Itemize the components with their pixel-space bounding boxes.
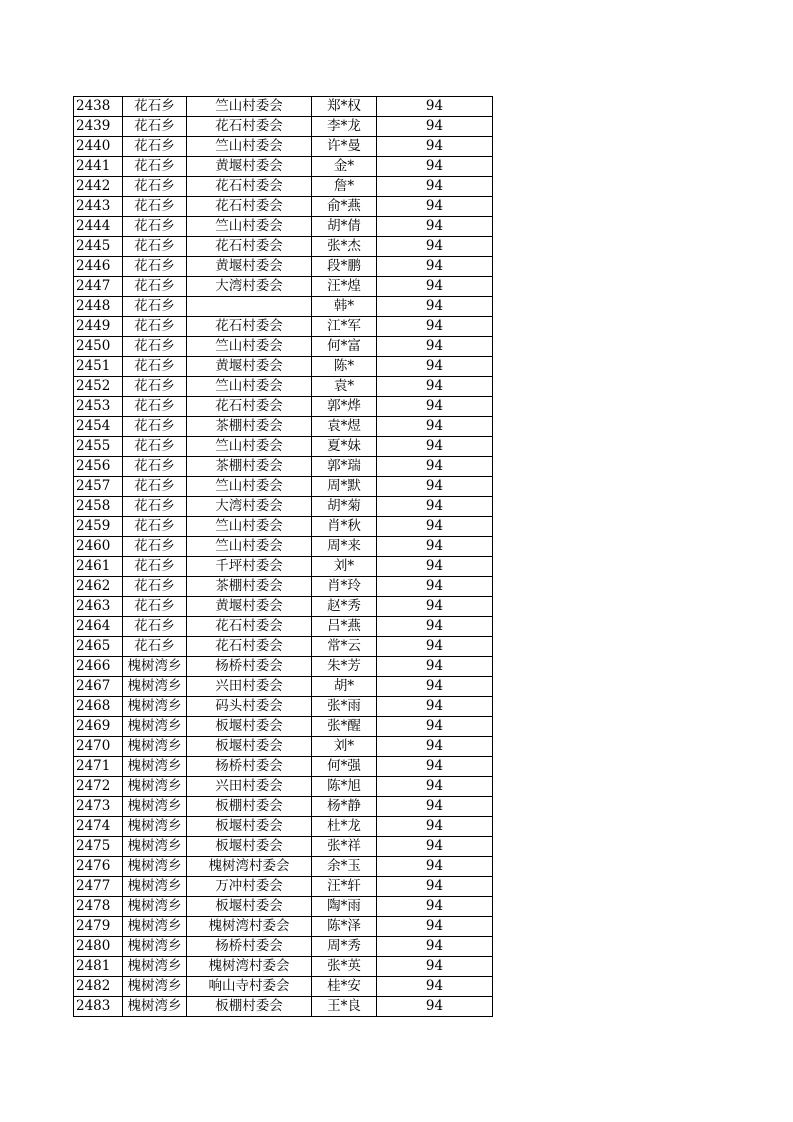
- table-row: [74, 157, 493, 177]
- table-row: [74, 437, 493, 457]
- score-cell: 94: [377, 777, 493, 797]
- score-cell: 94: [377, 657, 493, 677]
- row-number-cell: 2475: [74, 837, 123, 857]
- table-row: [74, 857, 493, 877]
- table-row: [74, 897, 493, 917]
- table-row: [74, 417, 493, 437]
- person-name-cell: 俞*燕: [312, 197, 377, 217]
- village-committee-cell: 花石村委会: [187, 317, 312, 337]
- village-committee-cell: 万冲村委会: [187, 877, 312, 897]
- score-cell: 94: [377, 877, 493, 897]
- row-number-cell: 2444: [74, 217, 123, 237]
- table-row: [74, 337, 493, 357]
- row-number-cell: 2469: [74, 717, 123, 737]
- score-cell: 94: [377, 597, 493, 617]
- person-name-cell: 郭*瑞: [312, 457, 377, 477]
- township-cell: 花石乡: [123, 477, 187, 497]
- table-row: [74, 177, 493, 197]
- village-committee-cell: 杨桥村委会: [187, 757, 312, 777]
- village-committee-cell: 槐树湾村委会: [187, 957, 312, 977]
- township-cell: 花石乡: [123, 237, 187, 257]
- township-cell: 槐树湾乡: [123, 837, 187, 857]
- score-cell: 94: [377, 637, 493, 657]
- person-name-cell: 夏*妹: [312, 437, 377, 457]
- person-name-cell: 刘*: [312, 557, 377, 577]
- person-name-cell: 袁*煜: [312, 417, 377, 437]
- township-cell: 花石乡: [123, 557, 187, 577]
- row-number-cell: 2480: [74, 937, 123, 957]
- township-cell: 槐树湾乡: [123, 917, 187, 937]
- row-number-cell: 2474: [74, 817, 123, 837]
- row-number-cell: 2467: [74, 677, 123, 697]
- township-cell: 槐树湾乡: [123, 977, 187, 997]
- township-cell: 槐树湾乡: [123, 657, 187, 677]
- person-name-cell: 江*军: [312, 317, 377, 337]
- score-cell: 94: [377, 277, 493, 297]
- table-row: [74, 557, 493, 577]
- row-number-cell: 2450: [74, 337, 123, 357]
- score-cell: 94: [377, 717, 493, 737]
- village-committee-cell: 兴田村委会: [187, 777, 312, 797]
- village-committee-cell: 花石村委会: [187, 117, 312, 137]
- township-cell: 花石乡: [123, 337, 187, 357]
- score-cell: 94: [377, 237, 493, 257]
- person-name-cell: 李*龙: [312, 117, 377, 137]
- person-name-cell: 吕*燕: [312, 617, 377, 637]
- village-committee-cell: 槐树湾村委会: [187, 857, 312, 877]
- person-name-cell: 张*祥: [312, 837, 377, 857]
- table-row: [74, 297, 493, 317]
- township-cell: 花石乡: [123, 637, 187, 657]
- row-number-cell: 2481: [74, 957, 123, 977]
- table-row: [74, 717, 493, 737]
- row-number-cell: 2473: [74, 797, 123, 817]
- table-row: [74, 237, 493, 257]
- table-row: [74, 697, 493, 717]
- table-row: [74, 257, 493, 277]
- row-number-cell: 2468: [74, 697, 123, 717]
- village-committee-cell: 竺山村委会: [187, 97, 312, 117]
- village-committee-cell: 板棚村委会: [187, 797, 312, 817]
- score-cell: 94: [377, 997, 493, 1017]
- township-cell: 花石乡: [123, 297, 187, 317]
- village-committee-cell: 板堰村委会: [187, 737, 312, 757]
- village-committee-cell: 花石村委会: [187, 397, 312, 417]
- score-cell: 94: [377, 217, 493, 237]
- village-committee-cell: 杨桥村委会: [187, 937, 312, 957]
- score-cell: 94: [377, 977, 493, 997]
- score-cell: 94: [377, 937, 493, 957]
- village-committee-cell: 竺山村委会: [187, 337, 312, 357]
- table-row: [74, 957, 493, 977]
- score-cell: 94: [377, 457, 493, 477]
- row-number-cell: 2451: [74, 357, 123, 377]
- person-name-cell: 胡*菊: [312, 497, 377, 517]
- village-committee-cell: 兴田村委会: [187, 677, 312, 697]
- person-name-cell: 周*来: [312, 537, 377, 557]
- table-row: [74, 517, 493, 537]
- row-number-cell: 2466: [74, 657, 123, 677]
- score-cell: 94: [377, 377, 493, 397]
- township-cell: 花石乡: [123, 497, 187, 517]
- person-name-cell: 张*英: [312, 957, 377, 977]
- person-name-cell: 朱*芳: [312, 657, 377, 677]
- row-number-cell: 2465: [74, 637, 123, 657]
- person-name-cell: 许*曼: [312, 137, 377, 157]
- township-cell: 槐树湾乡: [123, 897, 187, 917]
- row-number-cell: 2438: [74, 97, 123, 117]
- township-cell: 槐树湾乡: [123, 717, 187, 737]
- village-committee-cell: 花石村委会: [187, 637, 312, 657]
- score-cell: 94: [377, 297, 493, 317]
- row-number-cell: 2470: [74, 737, 123, 757]
- table-row: [74, 97, 493, 117]
- township-cell: 花石乡: [123, 217, 187, 237]
- score-cell: 94: [377, 417, 493, 437]
- village-committee-cell: 花石村委会: [187, 617, 312, 637]
- row-number-cell: 2456: [74, 457, 123, 477]
- table-row: [74, 877, 493, 897]
- row-number-cell: 2458: [74, 497, 123, 517]
- village-committee-cell: 竺山村委会: [187, 477, 312, 497]
- score-cell: 94: [377, 897, 493, 917]
- score-cell: 94: [377, 437, 493, 457]
- table-row: [74, 757, 493, 777]
- village-committee-cell: 板堰村委会: [187, 897, 312, 917]
- table-row: [74, 657, 493, 677]
- row-number-cell: 2457: [74, 477, 123, 497]
- table-row: [74, 477, 493, 497]
- village-committee-cell: 板堰村委会: [187, 717, 312, 737]
- village-committee-cell: 黄堰村委会: [187, 597, 312, 617]
- village-committee-cell: 竺山村委会: [187, 437, 312, 457]
- row-number-cell: 2440: [74, 137, 123, 157]
- person-name-cell: 郭*烨: [312, 397, 377, 417]
- row-number-cell: 2463: [74, 597, 123, 617]
- table-row: [74, 997, 493, 1017]
- township-cell: 槐树湾乡: [123, 857, 187, 877]
- village-committee-cell: 竺山村委会: [187, 217, 312, 237]
- table-row: [74, 597, 493, 617]
- person-name-cell: 常*云: [312, 637, 377, 657]
- row-number-cell: 2447: [74, 277, 123, 297]
- village-committee-cell: 竺山村委会: [187, 517, 312, 537]
- score-cell: 94: [377, 617, 493, 637]
- township-cell: 花石乡: [123, 97, 187, 117]
- score-cell: 94: [377, 917, 493, 937]
- township-cell: 槐树湾乡: [123, 777, 187, 797]
- table-row: [74, 917, 493, 937]
- table-row: [74, 737, 493, 757]
- person-name-cell: 胡*: [312, 677, 377, 697]
- township-cell: 花石乡: [123, 157, 187, 177]
- score-cell: 94: [377, 357, 493, 377]
- score-cell: 94: [377, 397, 493, 417]
- row-number-cell: 2448: [74, 297, 123, 317]
- row-number-cell: 2478: [74, 897, 123, 917]
- township-cell: 槐树湾乡: [123, 737, 187, 757]
- row-number-cell: 2442: [74, 177, 123, 197]
- row-number-cell: 2446: [74, 257, 123, 277]
- table-row: [74, 457, 493, 477]
- person-name-cell: 桂*安: [312, 977, 377, 997]
- village-committee-cell: 板堰村委会: [187, 817, 312, 837]
- row-number-cell: 2453: [74, 397, 123, 417]
- township-cell: 花石乡: [123, 597, 187, 617]
- township-cell: 槐树湾乡: [123, 937, 187, 957]
- score-cell: 94: [377, 677, 493, 697]
- row-number-cell: 2449: [74, 317, 123, 337]
- township-cell: 槐树湾乡: [123, 797, 187, 817]
- village-committee-cell: 花石村委会: [187, 197, 312, 217]
- person-name-cell: 杜*龙: [312, 817, 377, 837]
- village-committee-cell: 码头村委会: [187, 697, 312, 717]
- township-cell: 花石乡: [123, 357, 187, 377]
- table-row: [74, 497, 493, 517]
- row-number-cell: 2445: [74, 237, 123, 257]
- row-number-cell: 2483: [74, 997, 123, 1017]
- township-cell: 花石乡: [123, 197, 187, 217]
- person-name-cell: 肖*秋: [312, 517, 377, 537]
- township-cell: 花石乡: [123, 537, 187, 557]
- township-cell: 花石乡: [123, 257, 187, 277]
- township-cell: 花石乡: [123, 577, 187, 597]
- score-cell: 94: [377, 817, 493, 837]
- score-cell: 94: [377, 557, 493, 577]
- person-name-cell: 周*默: [312, 477, 377, 497]
- village-committee-cell: 茶棚村委会: [187, 417, 312, 437]
- score-cell: 94: [377, 137, 493, 157]
- score-cell: 94: [377, 797, 493, 817]
- table-row: [74, 277, 493, 297]
- row-number-cell: 2477: [74, 877, 123, 897]
- table-row: [74, 117, 493, 137]
- village-committee-cell: 黄堰村委会: [187, 157, 312, 177]
- row-number-cell: 2454: [74, 417, 123, 437]
- township-cell: 花石乡: [123, 317, 187, 337]
- person-name-cell: 陶*雨: [312, 897, 377, 917]
- township-cell: 槐树湾乡: [123, 997, 187, 1017]
- person-name-cell: 何*富: [312, 337, 377, 357]
- village-committee-cell: 槐树湾村委会: [187, 917, 312, 937]
- person-name-cell: 陈*: [312, 357, 377, 377]
- score-cell: 94: [377, 537, 493, 557]
- person-name-cell: 周*秀: [312, 937, 377, 957]
- township-cell: 花石乡: [123, 437, 187, 457]
- township-cell: 花石乡: [123, 397, 187, 417]
- row-number-cell: 2472: [74, 777, 123, 797]
- score-cell: 94: [377, 477, 493, 497]
- table-row: [74, 777, 493, 797]
- score-cell: 94: [377, 257, 493, 277]
- table-row: [74, 317, 493, 337]
- township-cell: 槐树湾乡: [123, 957, 187, 977]
- village-committee-cell: 板棚村委会: [187, 997, 312, 1017]
- score-cell: 94: [377, 97, 493, 117]
- score-cell: 94: [377, 697, 493, 717]
- person-name-cell: 张*醒: [312, 717, 377, 737]
- person-name-cell: 陈*旭: [312, 777, 377, 797]
- score-cell: 94: [377, 517, 493, 537]
- row-number-cell: 2460: [74, 537, 123, 557]
- table-row: [74, 677, 493, 697]
- township-cell: 花石乡: [123, 417, 187, 437]
- row-number-cell: 2462: [74, 577, 123, 597]
- township-cell: 槐树湾乡: [123, 697, 187, 717]
- township-cell: 花石乡: [123, 457, 187, 477]
- village-committee-cell: 茶棚村委会: [187, 577, 312, 597]
- table-row: [74, 357, 493, 377]
- table-row: [74, 217, 493, 237]
- score-cell: 94: [377, 337, 493, 357]
- score-cell: 94: [377, 837, 493, 857]
- person-name-cell: 汪*轩: [312, 877, 377, 897]
- row-number-cell: 2464: [74, 617, 123, 637]
- village-committee-cell: 大湾村委会: [187, 497, 312, 517]
- table-row: [74, 577, 493, 597]
- row-number-cell: 2452: [74, 377, 123, 397]
- data-table: [73, 96, 493, 1017]
- table-row: [74, 397, 493, 417]
- score-cell: 94: [377, 117, 493, 137]
- row-number-cell: 2441: [74, 157, 123, 177]
- person-name-cell: 郑*权: [312, 97, 377, 117]
- village-committee-cell: 杨桥村委会: [187, 657, 312, 677]
- table-row: [74, 837, 493, 857]
- township-cell: 花石乡: [123, 277, 187, 297]
- person-name-cell: 袁*: [312, 377, 377, 397]
- person-name-cell: 陈*泽: [312, 917, 377, 937]
- village-committee-cell: 花石村委会: [187, 237, 312, 257]
- person-name-cell: 张*雨: [312, 697, 377, 717]
- village-committee-cell: 竺山村委会: [187, 377, 312, 397]
- village-committee-cell: 竺山村委会: [187, 137, 312, 157]
- township-cell: 花石乡: [123, 117, 187, 137]
- township-cell: 槐树湾乡: [123, 877, 187, 897]
- person-name-cell: 詹*: [312, 177, 377, 197]
- village-committee-cell: 千坪村委会: [187, 557, 312, 577]
- table-row: [74, 637, 493, 657]
- township-cell: 槐树湾乡: [123, 677, 187, 697]
- person-name-cell: 王*良: [312, 997, 377, 1017]
- village-committee-cell: 响山寺村委会: [187, 977, 312, 997]
- township-cell: 花石乡: [123, 617, 187, 637]
- person-name-cell: 余*玉: [312, 857, 377, 877]
- person-name-cell: 段*鹏: [312, 257, 377, 277]
- person-name-cell: 韩*: [312, 297, 377, 317]
- row-number-cell: 2471: [74, 757, 123, 777]
- village-committee-cell: 板堰村委会: [187, 837, 312, 857]
- row-number-cell: 2461: [74, 557, 123, 577]
- table-body: [74, 97, 493, 1017]
- person-name-cell: 刘*: [312, 737, 377, 757]
- person-name-cell: 胡*倩: [312, 217, 377, 237]
- table-row: [74, 617, 493, 637]
- township-cell: 花石乡: [123, 517, 187, 537]
- table-row: [74, 137, 493, 157]
- person-name-cell: 张*杰: [312, 237, 377, 257]
- score-cell: 94: [377, 197, 493, 217]
- township-cell: 花石乡: [123, 177, 187, 197]
- row-number-cell: 2439: [74, 117, 123, 137]
- table-row: [74, 797, 493, 817]
- person-name-cell: 汪*煌: [312, 277, 377, 297]
- village-committee-cell: 竺山村委会: [187, 537, 312, 557]
- score-cell: 94: [377, 737, 493, 757]
- row-number-cell: 2459: [74, 517, 123, 537]
- score-cell: 94: [377, 497, 493, 517]
- village-committee-cell: 黄堰村委会: [187, 357, 312, 377]
- person-name-cell: 金*: [312, 157, 377, 177]
- table-row: [74, 977, 493, 997]
- table-row: [74, 197, 493, 217]
- table-row: [74, 937, 493, 957]
- village-committee-cell: 大湾村委会: [187, 277, 312, 297]
- score-cell: 94: [377, 177, 493, 197]
- person-name-cell: 杨*静: [312, 797, 377, 817]
- township-cell: 槐树湾乡: [123, 817, 187, 837]
- score-cell: 94: [377, 317, 493, 337]
- row-number-cell: 2479: [74, 917, 123, 937]
- table-row: [74, 537, 493, 557]
- score-cell: 94: [377, 957, 493, 977]
- score-cell: 94: [377, 577, 493, 597]
- score-cell: 94: [377, 857, 493, 877]
- village-committee-cell: 黄堰村委会: [187, 257, 312, 277]
- table-row: [74, 377, 493, 397]
- village-committee-cell: 花石村委会: [187, 177, 312, 197]
- row-number-cell: 2482: [74, 977, 123, 997]
- row-number-cell: 2476: [74, 857, 123, 877]
- person-name-cell: 何*强: [312, 757, 377, 777]
- person-name-cell: 肖*玲: [312, 577, 377, 597]
- row-number-cell: 2443: [74, 197, 123, 217]
- village-committee-cell: 茶棚村委会: [187, 457, 312, 477]
- table-row: [74, 817, 493, 837]
- row-number-cell: 2455: [74, 437, 123, 457]
- person-name-cell: 赵*秀: [312, 597, 377, 617]
- township-cell: 花石乡: [123, 137, 187, 157]
- village-committee-cell: [187, 297, 312, 317]
- score-cell: 94: [377, 757, 493, 777]
- township-cell: 花石乡: [123, 377, 187, 397]
- township-cell: 槐树湾乡: [123, 757, 187, 777]
- score-cell: 94: [377, 157, 493, 177]
